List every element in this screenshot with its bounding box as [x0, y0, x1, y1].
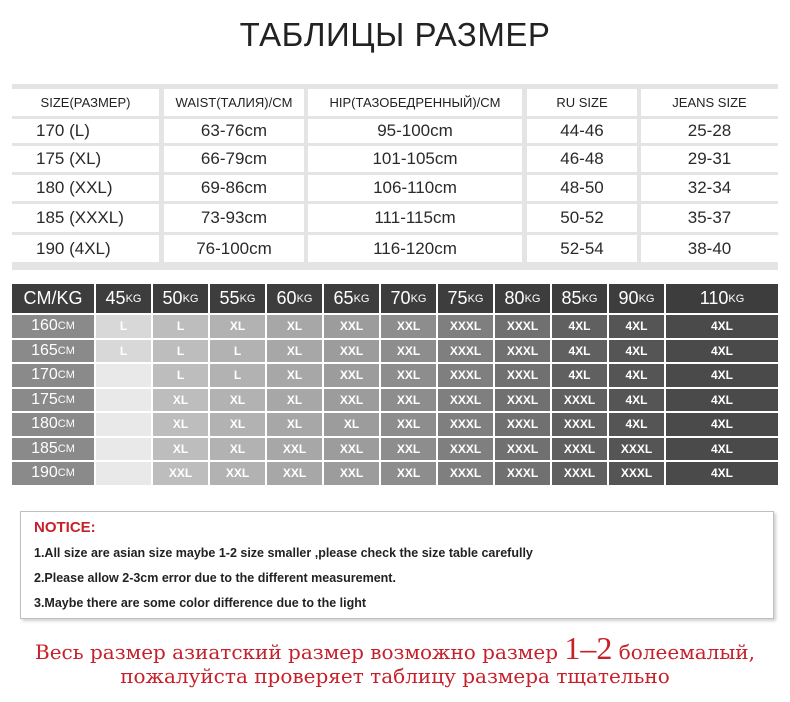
size-table-cell: 180 (XXL)	[12, 175, 159, 201]
notice-item: 3.Maybe there are some color difference due to the light	[34, 596, 367, 610]
page-title: ТАБЛИЦЫ РАЗМЕР	[239, 16, 551, 53]
size-table-cell: 190 (4XL)	[12, 235, 159, 262]
height-unit: CM	[57, 344, 75, 357]
size-cell: 4XL	[666, 315, 778, 338]
size-cell: XXL	[381, 462, 436, 485]
size-cell	[96, 462, 151, 485]
weight-unit: KG	[524, 292, 541, 305]
size-cell: L	[153, 364, 208, 387]
size-cell: XXXL	[438, 413, 493, 436]
russian-note-text: Весь размер азиатский размер возможно размер	[35, 640, 565, 664]
weight-unit: KG	[182, 292, 199, 305]
weight-unit: KG	[353, 292, 370, 305]
height-value: 180	[31, 415, 58, 433]
size-cell: XXXL	[438, 389, 493, 412]
size-table-cell: 35-37	[641, 204, 778, 232]
grid-corner-label: CM/KG	[12, 284, 94, 313]
size-cell: 4XL	[666, 340, 778, 363]
size-cell: XL	[153, 389, 208, 412]
size-cell: XL	[210, 315, 265, 338]
size-cell: XXL	[210, 462, 265, 485]
size-table-cell: 50-52	[527, 204, 637, 232]
notice-title: NOTICE:	[34, 519, 96, 536]
height-label	[12, 462, 94, 485]
weight-value: 45	[105, 288, 126, 308]
size-cell: XL	[267, 340, 322, 363]
size-cell: XL	[153, 413, 208, 436]
russian-note-size-range: 1–2	[564, 630, 613, 666]
size-table-cell: 95-100cm	[308, 119, 522, 143]
size-table-header: JEANS SIZE	[641, 89, 778, 116]
size-cell: L	[210, 364, 265, 387]
size-table-cell: 101-105cm	[308, 146, 522, 172]
weight-value: 60	[276, 288, 297, 308]
height-unit: CM	[57, 369, 75, 382]
size-cell: XXXL	[495, 389, 550, 412]
weight-unit: KG	[125, 292, 142, 305]
notice-item: 1.All size are asian size maybe 1-2 size smaller ,please check the size table carefully	[34, 546, 533, 560]
size-cell: 4XL	[552, 364, 607, 387]
size-cell: 4XL	[552, 315, 607, 338]
size-cell: L	[96, 315, 151, 338]
size-cell: 4XL	[666, 462, 778, 485]
size-cell: XL	[324, 413, 379, 436]
weight-unit: KG	[296, 292, 313, 305]
size-cell: XXL	[324, 389, 379, 412]
size-cell: XL	[210, 389, 265, 412]
size-cell: L	[153, 340, 208, 363]
weight-header	[153, 284, 208, 313]
height-value: 175	[31, 390, 58, 408]
size-table-header: WAIST(ТАЛИЯ)/CM	[164, 89, 304, 116]
weight-unit: KG	[581, 292, 598, 305]
weight-value: 55	[219, 288, 240, 308]
size-table-cell: 38-40	[641, 235, 778, 262]
height-unit: CM	[57, 393, 75, 406]
notice-item: 2.Please allow 2-3cm error due to the different measurement.	[34, 571, 396, 585]
height-value: 170	[31, 366, 58, 384]
weight-header	[552, 284, 607, 313]
weight-unit: KG	[239, 292, 256, 305]
notice-box	[20, 511, 774, 619]
size-cell: XXXL	[438, 462, 493, 485]
russian-note-line-2: пожалуйста проверяет таблицу размера тщательно	[120, 664, 670, 688]
weight-header	[267, 284, 322, 313]
size-cell: L	[210, 340, 265, 363]
height-label	[12, 438, 94, 461]
size-cell: 4XL	[609, 340, 664, 363]
height-value: 190	[31, 464, 58, 482]
height-unit: CM	[57, 467, 75, 480]
size-cell: 4XL	[666, 364, 778, 387]
weight-header	[495, 284, 550, 313]
size-cell: XXL	[381, 413, 436, 436]
size-cell: L	[153, 315, 208, 338]
size-table-cell: 185 (XXXL)	[12, 204, 159, 232]
size-cell: XL	[210, 438, 265, 461]
size-cell: L	[96, 340, 151, 363]
size-cell	[96, 413, 151, 436]
size-table-cell: 111-115cm	[308, 204, 522, 232]
size-cell: XL	[153, 438, 208, 461]
size-table-header: RU SIZE	[527, 89, 637, 116]
size-table-header: SIZE(РАЗМЕР)	[12, 89, 159, 116]
size-cell: XXL	[381, 389, 436, 412]
weight-header	[666, 284, 778, 313]
weight-unit: KG	[410, 292, 427, 305]
size-cell	[96, 389, 151, 412]
size-cell: XXL	[381, 438, 436, 461]
size-cell: XL	[267, 315, 322, 338]
size-cell: XXL	[324, 340, 379, 363]
size-cell: XXL	[153, 462, 208, 485]
size-table-header: HIP(ТАЗОБЕДРЕННЫЙ)/CM	[308, 89, 522, 116]
size-cell: XXXL	[552, 438, 607, 461]
size-table-cell: 73-93cm	[164, 204, 304, 232]
weight-value: 110	[699, 288, 729, 308]
height-unit: CM	[57, 418, 75, 431]
weight-value: 50	[162, 288, 183, 308]
weight-header	[210, 284, 265, 313]
size-table-cell: 44-46	[527, 119, 637, 143]
weight-unit: KG	[467, 292, 484, 305]
size-table-cell: 52-54	[527, 235, 637, 262]
size-table-cell: 46-48	[527, 146, 637, 172]
weight-value: 90	[618, 288, 639, 308]
weight-unit: KG	[638, 292, 655, 305]
weight-header	[438, 284, 493, 313]
size-cell: XL	[267, 364, 322, 387]
size-table-cell: 25-28	[641, 119, 778, 143]
weight-header	[609, 284, 664, 313]
height-label	[12, 315, 94, 338]
size-cell: XXXL	[495, 315, 550, 338]
russian-note-line-1	[0, 630, 790, 667]
size-cell: XXXL	[495, 340, 550, 363]
size-table	[12, 84, 778, 270]
russian-note-text: болеемалый,	[612, 640, 755, 664]
size-table-cell: 69-86cm	[164, 175, 304, 201]
size-table-cell: 116-120cm	[308, 235, 522, 262]
size-cell	[96, 364, 151, 387]
size-cell: XXXL	[438, 315, 493, 338]
size-cell: 4XL	[666, 438, 778, 461]
size-cell: XXL	[381, 315, 436, 338]
size-cell: XXL	[324, 315, 379, 338]
size-cell: XXXL	[438, 438, 493, 461]
size-cell: XXXL	[495, 413, 550, 436]
size-cell: 4XL	[609, 413, 664, 436]
height-value: 160	[31, 317, 58, 335]
size-cell: XXL	[267, 462, 322, 485]
size-table-cell: 32-34	[641, 175, 778, 201]
height-value: 165	[31, 341, 58, 359]
height-unit: CM	[57, 442, 75, 455]
size-cell	[96, 438, 151, 461]
size-cell: 4XL	[609, 364, 664, 387]
size-table-cell: 175 (XL)	[12, 146, 159, 172]
size-cell: XXXL	[552, 413, 607, 436]
size-cell: XL	[267, 413, 322, 436]
size-table-cell: 48-50	[527, 175, 637, 201]
size-table-cell: 106-110cm	[308, 175, 522, 201]
weight-header	[381, 284, 436, 313]
height-unit: CM	[57, 320, 75, 333]
size-table-cell: 76-100cm	[164, 235, 304, 262]
height-label	[12, 389, 94, 412]
size-cell: XXL	[267, 438, 322, 461]
size-cell: XXXL	[552, 389, 607, 412]
size-cell: XL	[267, 389, 322, 412]
weight-value: 75	[447, 288, 468, 308]
weight-value: 80	[504, 288, 525, 308]
weight-unit: KG	[728, 292, 745, 305]
size-cell: XXXL	[495, 438, 550, 461]
size-table-cell: 170 (L)	[12, 119, 159, 143]
weight-value: 65	[333, 288, 354, 308]
height-label	[12, 340, 94, 363]
size-cell: XXL	[324, 462, 379, 485]
size-cell: 4XL	[609, 389, 664, 412]
size-cell: XXXL	[438, 364, 493, 387]
weight-header	[324, 284, 379, 313]
size-cell: XXXL	[609, 462, 664, 485]
size-cell: XL	[210, 413, 265, 436]
size-cell: XXXL	[609, 438, 664, 461]
size-cell: XXXL	[552, 462, 607, 485]
weight-value: 85	[561, 288, 582, 308]
height-label	[12, 413, 94, 436]
weight-header	[96, 284, 151, 313]
size-cell: XXXL	[495, 364, 550, 387]
size-cell: XXL	[324, 438, 379, 461]
size-cell: XXL	[324, 364, 379, 387]
size-cell: 4XL	[609, 315, 664, 338]
size-table-cell: 66-79cm	[164, 146, 304, 172]
size-cell: XXL	[381, 340, 436, 363]
size-cell: XXXL	[438, 340, 493, 363]
height-value: 185	[31, 439, 58, 457]
size-cell: XXXL	[495, 462, 550, 485]
size-table-cell: 29-31	[641, 146, 778, 172]
size-cell: 4XL	[666, 413, 778, 436]
size-cell: 4XL	[552, 340, 607, 363]
weight-height-grid	[12, 284, 778, 488]
size-table-cell: 63-76cm	[164, 119, 304, 143]
weight-value: 70	[390, 288, 411, 308]
size-cell: XXL	[381, 364, 436, 387]
size-cell: 4XL	[666, 389, 778, 412]
height-label	[12, 364, 94, 387]
